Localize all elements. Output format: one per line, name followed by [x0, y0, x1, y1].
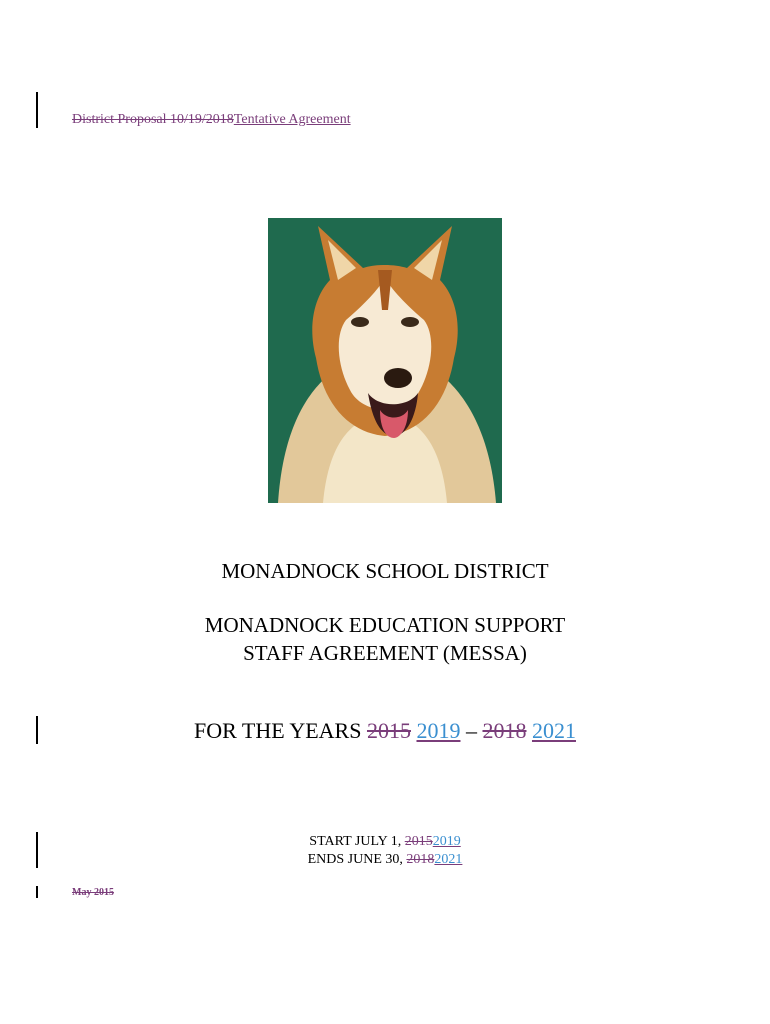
- district-title: MONADNOCK SCHOOL DISTRICT: [221, 559, 549, 583]
- inserted-agreement-text: Tentative Agreement: [233, 112, 351, 127]
- agreement-title-line1: MONADNOCK EDUCATION SUPPORT: [204, 613, 566, 637]
- change-bar-footer: [36, 886, 38, 898]
- agreement-years: [0, 718, 770, 744]
- years-start-inserted: 2019: [416, 718, 461, 743]
- footer-deleted-date: May 2015: [72, 887, 114, 898]
- years-start-deleted: 2015: [366, 718, 411, 743]
- change-bar-header: [36, 92, 38, 128]
- years-prefix: FOR THE YEARS: [194, 718, 362, 743]
- deleted-proposal-text: District Proposal 10/19/2018: [72, 112, 234, 127]
- husky-dog-logo: [268, 218, 502, 503]
- start-year-inserted: 2019: [432, 834, 461, 849]
- contract-dates: [0, 833, 770, 869]
- husky-dog-icon: [268, 218, 502, 503]
- years-dash: –: [465, 718, 477, 743]
- end-date-line: [0, 851, 770, 869]
- years-end-deleted: 2018: [482, 718, 527, 743]
- document-status-line: [72, 112, 351, 128]
- years-end-inserted: 2021: [531, 718, 576, 743]
- start-date-label: START JULY 1,: [309, 834, 402, 849]
- end-date-label: ENDS JUNE 30,: [307, 852, 403, 867]
- end-year-deleted: 2018: [406, 852, 435, 867]
- start-date-line: [0, 833, 770, 851]
- footer-date: [72, 887, 114, 898]
- start-year-deleted: 2015: [404, 834, 433, 849]
- agreement-title-line2: STAFF AGREEMENT (MESSA): [243, 641, 527, 665]
- end-year-inserted: 2021: [434, 852, 463, 867]
